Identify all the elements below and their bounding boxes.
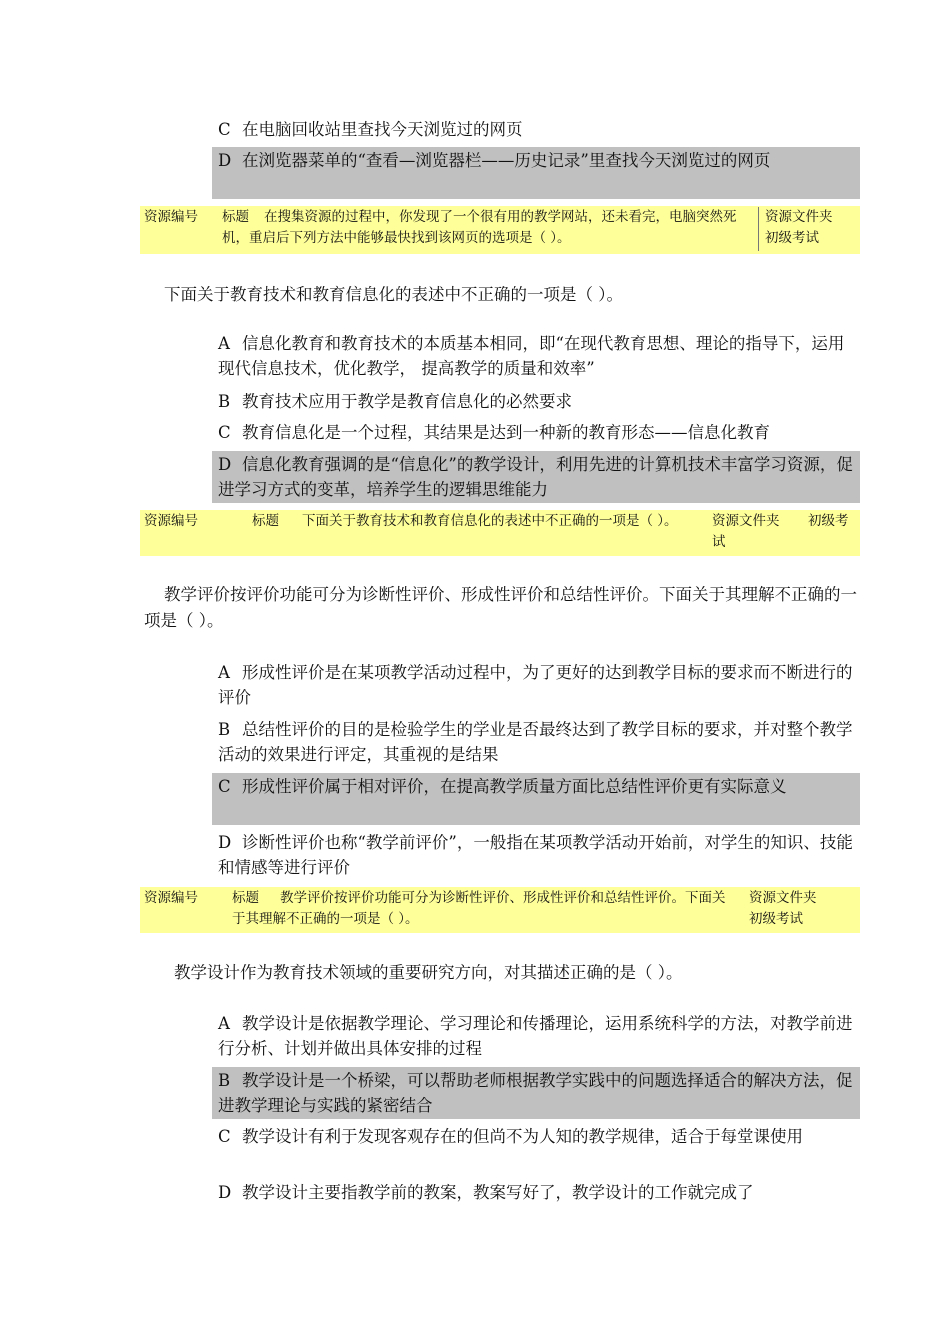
folder-label: 资源文件夹 (712, 513, 780, 529)
option-letter: B (218, 720, 231, 739)
title-label: 标题 (232, 890, 259, 906)
title-text: 在搜集资源的过程中，你发现了一个很有用的教学网站，还未看完，电脑突然死机，重启后下列方法中能够最快找到该网页的选项是（ ）。 (222, 209, 737, 246)
folder-label: 资源文件夹 (758, 207, 855, 251)
option-letter: D (218, 151, 232, 170)
folder-value: 初级考试 (765, 230, 819, 246)
option-b-correct (212, 1067, 860, 1119)
option-letter: C (218, 777, 231, 796)
option-letter: D (218, 1183, 232, 1202)
folder-value: 初级考试 (712, 513, 849, 550)
question-text: 教学设计作为教育技术领域的重要研究方向，对其描述正确的是（ ）。 (174, 963, 683, 982)
option-a (212, 660, 860, 712)
option-letter: C (218, 120, 231, 139)
option-text: 在电脑回收站里查找今天浏览过的网页 (242, 120, 523, 139)
resource-meta-row (140, 887, 860, 933)
option-text: 形成性评价属于相对评价，在提高教学质量方面比总结性评价更有实际意义 (242, 777, 787, 796)
option-d-correct (212, 451, 860, 503)
option-letter: B (218, 392, 231, 411)
option-text: 教学设计是一个桥梁，可以帮助老师根据教学实践中的问题选择适合的解决方法，促进教学理论与实践的紧密结合 (218, 1071, 853, 1115)
option-letter: C (218, 1127, 231, 1146)
option-text: 教学设计主要指教学前的教案，教案写好了，教学设计的工作就完成了 (242, 1183, 754, 1202)
option-d-correct (212, 147, 860, 199)
option-a (212, 1011, 860, 1063)
resource-meta-row (140, 510, 860, 556)
option-text: 总结性评价的目的是检验学生的学业是否最终达到了教学目标的要求，并对整个教学活动的效果进行评定，其重视的是结果 (218, 720, 853, 764)
resource-id-label: 资源编号 (144, 890, 198, 906)
option-d (212, 830, 860, 882)
option-letter: A (218, 663, 230, 682)
option-letter: A (218, 334, 230, 353)
folder-label: 资源文件夹 (749, 890, 817, 906)
option-c (212, 420, 860, 446)
option-text: 形成性评价是在某项教学活动过程中，为了更好的达到教学目标的要求而不断进行的评价 (218, 663, 853, 707)
option-letter: D (218, 455, 232, 474)
option-c (212, 117, 860, 143)
option-text: 教学设计是依据教学理论、学习理论和传播理论，运用系统科学的方法，对教学前进行分析、计划并做出具体安排的过程 (218, 1014, 853, 1058)
question-text: 下面关于教育技术和教育信息化的表述中不正确的一项是（ ）。 (164, 285, 623, 304)
folder-value: 初级考试 (749, 911, 803, 927)
option-c (212, 1124, 860, 1176)
option-text: 教育技术应用于教学是教育信息化的必然要求 (242, 392, 572, 411)
option-text: 诊断性评价也称“教学前评价”，一般指在某项教学活动开始前，对学生的知识、技能和情感等进行评价 (218, 833, 853, 877)
option-a (212, 331, 860, 383)
option-letter: A (218, 1014, 230, 1033)
title-label: 标题 (222, 209, 249, 225)
option-text: 信息化教育和教育技术的本质基本相同，即“在现代教育思想、理论的指导下，运用现代信息技术，优化教学， 提高教学的质量和效率” (218, 334, 845, 378)
option-d (212, 1180, 860, 1206)
option-text: 在浏览器菜单的“查看—浏览器栏——历史记录”里查找今天浏览过的网页 (242, 151, 771, 170)
title-text: 教学评价按评价功能可分为诊断性评价、形成性评价和总结性评价。下面关于其理解不正确的一项是（ ）。 (232, 890, 726, 927)
option-text: 教育信息化是一个过程，其结果是达到一种新的教育形态——信息化教育 (242, 423, 770, 442)
option-text: 信息化教育强调的是“信息化”的教学设计，利用先进的计算机技术丰富学习资源，促进学习方式的变革，培养学生的逻辑思维能力 (218, 455, 853, 499)
option-letter: C (218, 423, 231, 442)
option-letter: B (218, 1071, 231, 1090)
question-text: 教学评价按评价功能可分为诊断性评价、形成性评价和总结性评价。下面关于其理解不正确的一项是（ ）。 (144, 585, 857, 630)
option-letter: D (218, 833, 232, 852)
resource-id-label: 资源编号 (144, 513, 198, 529)
option-b (212, 389, 860, 415)
title-label: 标题 (252, 513, 279, 529)
option-c-correct (212, 773, 860, 825)
option-text: 教学设计有利于发现客观存在的但尚不为人知的教学规律，适合于每堂课使用 (242, 1127, 803, 1146)
title-text: 下面关于教育技术和教育信息化的表述中不正确的一项是（ ）。 (302, 513, 678, 529)
resource-id-label: 资源编号 (144, 209, 198, 225)
option-b (212, 717, 860, 769)
resource-meta-row (140, 206, 860, 254)
